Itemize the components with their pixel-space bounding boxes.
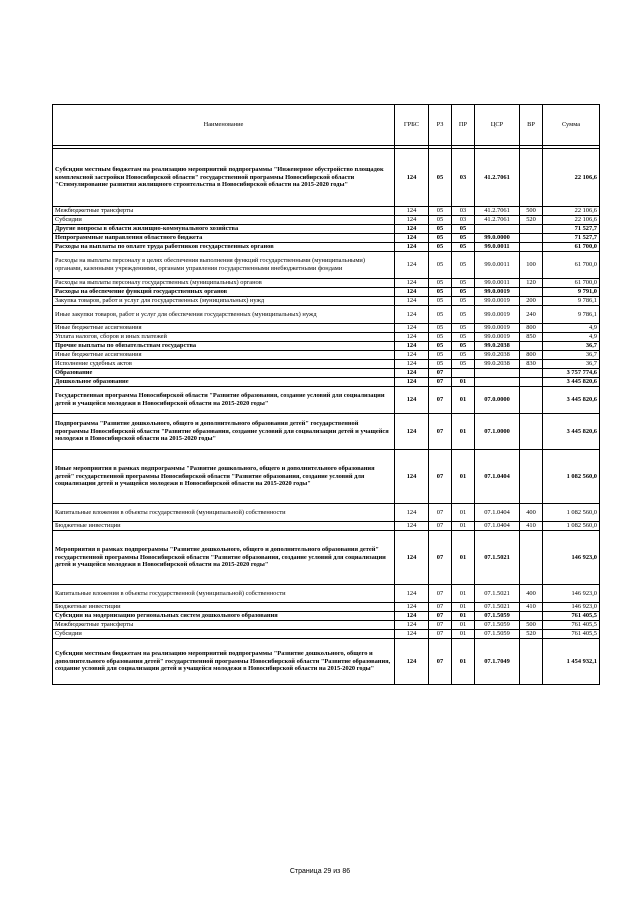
cell-vr: 410 [520,603,543,612]
cell-rz: 05 [429,288,452,297]
table-row [53,360,600,369]
cell-csr: 99.0.0019 [475,297,520,306]
cell-name: Иные бюджетные ассигнования [53,351,395,360]
cell-vr [520,612,543,621]
cell-rz: 05 [429,306,452,324]
cell-rz: 07 [429,531,452,585]
table-row [53,621,600,630]
cell-name: Иные мероприятия в рамках подпрограммы "Развитие дошкольного, общего и дополнительного образования детей" государственной программы Новосибирской области "Развитие образования, создание условий для социализации детей и учащейся молодежи в Новосибирской области на 2015-2020 годы" [53,450,395,504]
table-row [53,333,600,342]
cell-name: Межбюджетные трансферты [53,207,395,216]
cell-sum: 761 405,5 [543,612,600,621]
header-grbs: ГРБС [395,105,429,146]
header-csr: ЦСР [475,105,520,146]
table-row [53,450,600,504]
cell-grbs: 124 [395,630,429,639]
cell-name: Государственная программа Новосибирской области "Развитие образования, создание условий для социализации детей и учащейся молодежи в Новосибирской области на 2015-2020 годы" [53,387,395,414]
cell-grbs: 124 [395,414,429,450]
cell-grbs: 124 [395,351,429,360]
cell-csr: 99.0.0019 [475,324,520,333]
cell-csr: 07.1.5021 [475,585,520,603]
table-row [53,351,600,360]
cell-pr: 05 [452,297,475,306]
cell-rz: 05 [429,351,452,360]
cell-rz: 05 [429,225,452,234]
cell-csr: 99.0.0011 [475,279,520,288]
cell-sum: 71 527,7 [543,225,600,234]
cell-rz: 05 [429,279,452,288]
cell-sum: 36,7 [543,342,600,351]
cell-csr: 07.1.5059 [475,612,520,621]
cell-vr [520,288,543,297]
cell-name: Субсидии [53,216,395,225]
cell-vr [520,387,543,414]
table-row [53,504,600,522]
cell-pr: 01 [452,504,475,522]
header-name: Наименование [53,105,395,146]
cell-vr: 120 [520,279,543,288]
cell-name: Уплата налогов, сборов и иных платежей [53,333,395,342]
cell-grbs: 124 [395,522,429,531]
cell-name: Непрограммные направления областного бюджета [53,234,395,243]
cell-rz: 07 [429,414,452,450]
cell-pr: 01 [452,378,475,387]
table-row [53,279,600,288]
table-row [53,225,600,234]
cell-rz: 05 [429,333,452,342]
cell-csr: 99.0.2038 [475,351,520,360]
cell-sum: 146 923,0 [543,585,600,603]
cell-name: Расходы на выплаты персоналу в целях обеспечения выполнения функций государственными (муниципальными) органами, казенными учреждениями, органами управления государственными внебюджетными фондами [53,252,395,279]
cell-pr: 01 [452,639,475,685]
table-row [53,378,600,387]
cell-grbs: 124 [395,585,429,603]
cell-grbs: 124 [395,207,429,216]
cell-csr: 07.1.0000 [475,414,520,450]
cell-name: Иные бюджетные ассигнования [53,324,395,333]
cell-grbs: 124 [395,378,429,387]
cell-rz: 07 [429,504,452,522]
cell-sum: 146 923,0 [543,603,600,612]
cell-sum: 4,9 [543,333,600,342]
table-row [53,306,600,324]
cell-grbs: 124 [395,639,429,685]
cell-csr: 99.0.0011 [475,243,520,252]
cell-grbs: 124 [395,612,429,621]
cell-rz: 05 [429,360,452,369]
cell-grbs: 124 [395,342,429,351]
cell-pr: 03 [452,207,475,216]
cell-grbs: 124 [395,279,429,288]
cell-vr [520,414,543,450]
table-row [53,387,600,414]
cell-csr: 99.0.0000 [475,234,520,243]
cell-grbs: 124 [395,360,429,369]
cell-vr [520,342,543,351]
table-row [53,342,600,351]
cell-vr [520,639,543,685]
cell-csr: 41.2.7061 [475,207,520,216]
cell-pr [452,369,475,378]
header-pr: ПР [452,105,475,146]
table-row [53,288,600,297]
header-rz: РЗ [429,105,452,146]
cell-sum: 4,9 [543,324,600,333]
cell-pr: 01 [452,522,475,531]
cell-rz: 07 [429,522,452,531]
cell-sum: 1 082 560,0 [543,522,600,531]
table-row [53,324,600,333]
table-header-row [53,105,600,146]
cell-grbs: 124 [395,387,429,414]
cell-name: Прочие выплаты по обязательствам государства [53,342,395,351]
budget-table [52,104,600,685]
table-row [53,414,600,450]
cell-name: Подпрограмма "Развитие дошкольного, общего и дополнительного образования детей" государственной программы Новосибирской области "Развитие образования, создание условий для социализации детей и учащейся молодежи в Новосибирской области на 2015-2020 годы" [53,414,395,450]
cell-name: Образование [53,369,395,378]
cell-rz: 07 [429,630,452,639]
cell-rz: 05 [429,207,452,216]
cell-vr: 500 [520,207,543,216]
cell-sum: 1 454 932,1 [543,639,600,685]
cell-rz: 05 [429,252,452,279]
cell-name: Межбюджетные трансферты [53,621,395,630]
cell-vr: 830 [520,360,543,369]
cell-name: Расходы на обеспечение функций государственных органов [53,288,395,297]
cell-pr: 01 [452,621,475,630]
cell-grbs: 124 [395,216,429,225]
cell-vr: 400 [520,504,543,522]
cell-vr: 100 [520,252,543,279]
cell-csr: 07.1.0404 [475,522,520,531]
cell-name: Субсидии на модернизацию региональных систем дошкольного образования [53,612,395,621]
cell-rz: 07 [429,639,452,685]
cell-sum: 3 445 820,6 [543,414,600,450]
cell-csr: 07.1.5021 [475,603,520,612]
table-body [53,149,600,685]
cell-rz: 05 [429,297,452,306]
table-row [53,585,600,603]
table-row [53,234,600,243]
cell-csr: 07.1.5059 [475,630,520,639]
cell-sum: 3 445 820,6 [543,387,600,414]
table-row [53,252,600,279]
table-row [53,149,600,207]
table-row [53,243,600,252]
cell-sum: 22 106,6 [543,216,600,225]
cell-pr: 05 [452,288,475,297]
cell-sum: 9 791,0 [543,288,600,297]
cell-vr [520,450,543,504]
cell-pr: 01 [452,603,475,612]
cell-csr: 07.1.5021 [475,531,520,585]
cell-sum: 9 786,1 [543,306,600,324]
table-row [53,603,600,612]
cell-name: Иные закупки товаров, работ и услуг для обеспечения государственных (муниципальных) нужд [53,306,395,324]
cell-rz: 05 [429,234,452,243]
cell-csr: 07.0.0000 [475,387,520,414]
cell-vr [520,243,543,252]
cell-vr [520,378,543,387]
cell-grbs: 124 [395,324,429,333]
cell-sum: 61 700,0 [543,243,600,252]
cell-pr: 03 [452,216,475,225]
cell-vr [520,225,543,234]
cell-vr: 200 [520,297,543,306]
cell-grbs: 124 [395,504,429,522]
cell-grbs: 124 [395,621,429,630]
cell-sum: 3 757 774,6 [543,369,600,378]
cell-pr: 03 [452,149,475,207]
cell-rz: 07 [429,585,452,603]
cell-vr [520,369,543,378]
cell-sum: 61 700,0 [543,252,600,279]
cell-pr: 05 [452,333,475,342]
cell-csr: 99.0.2038 [475,360,520,369]
cell-grbs: 124 [395,225,429,234]
cell-pr: 01 [452,612,475,621]
cell-pr: 01 [452,585,475,603]
cell-pr: 05 [452,243,475,252]
cell-rz: 07 [429,387,452,414]
cell-vr [520,234,543,243]
cell-csr: 41.2.7061 [475,149,520,207]
cell-pr: 01 [452,414,475,450]
cell-rz: 05 [429,324,452,333]
table-row [53,531,600,585]
cell-vr: 410 [520,522,543,531]
cell-grbs: 124 [395,369,429,378]
cell-pr: 05 [452,342,475,351]
table-row [53,216,600,225]
cell-vr: 800 [520,324,543,333]
cell-grbs: 124 [395,603,429,612]
cell-vr: 800 [520,351,543,360]
cell-vr: 400 [520,585,543,603]
cell-rz: 07 [429,621,452,630]
cell-grbs: 124 [395,450,429,504]
cell-name: Капитальные вложения в объекты государственной (муниципальной) собственности [53,504,395,522]
cell-csr: 41.2.7061 [475,216,520,225]
cell-grbs: 124 [395,531,429,585]
cell-name: Расходы на выплаты персоналу государственных (муниципальных) органов [53,279,395,288]
cell-csr: 07.1.0404 [475,450,520,504]
cell-pr: 05 [452,306,475,324]
cell-sum: 9 786,1 [543,297,600,306]
cell-vr: 520 [520,216,543,225]
header-sum: Сумма [543,105,600,146]
cell-pr: 05 [452,351,475,360]
cell-vr: 520 [520,630,543,639]
page-number: Страница 29 из 86 [289,868,351,875]
table-row [53,630,600,639]
cell-sum: 22 106,6 [543,149,600,207]
cell-name: Субсидии местным бюджетам на реализацию мероприятий подпрограммы "Инженерное обустройство площадок комплексной застройки Новосибирской области" государственной программы Новосибирской области "Стимулирование развития жилищного строительства в Новосибирской области на 2015-2020 годы" [53,149,395,207]
cell-sum: 3 445 820,6 [543,378,600,387]
cell-name: Мероприятия в рамках подпрограммы "Развитие дошкольного, общего и дополнительного образования детей" государственной программы Новосибирской области "Развитие образования, создание условий для социализации детей и учащейся молодежи в Новосибирской области на 2015-2020 годы" [53,531,395,585]
cell-csr: 99.0.0019 [475,288,520,297]
table-row [53,207,600,216]
cell-pr: 05 [452,360,475,369]
cell-csr: 07.1.5059 [475,621,520,630]
cell-name: Закупка товаров, работ и услуг для государственных (муниципальных) нужд [53,297,395,306]
cell-name: Расходы на выплаты по оплате труда работников государственных органов [53,243,395,252]
cell-sum: 146 923,0 [543,531,600,585]
cell-name: Бюджетные инвестиции [53,522,395,531]
cell-rz: 07 [429,612,452,621]
cell-vr: 500 [520,621,543,630]
cell-csr [475,225,520,234]
cell-rz: 07 [429,603,452,612]
cell-sum: 36,7 [543,351,600,360]
cell-vr: 850 [520,333,543,342]
cell-csr [475,378,520,387]
cell-sum: 61 700,0 [543,279,600,288]
cell-rz: 07 [429,378,452,387]
cell-rz: 05 [429,342,452,351]
cell-rz: 07 [429,369,452,378]
cell-pr: 01 [452,387,475,414]
cell-name: Капитальные вложения в объекты государственной (муниципальной) собственности [53,585,395,603]
cell-name: Исполнение судебных актов [53,360,395,369]
cell-pr: 05 [452,279,475,288]
cell-grbs: 124 [395,288,429,297]
cell-name: Бюджетные инвестиции [53,603,395,612]
cell-rz: 07 [429,450,452,504]
cell-name: Другие вопросы в области жилищно-коммунального хозяйства [53,225,395,234]
cell-csr: 99.0.0019 [475,306,520,324]
cell-pr: 05 [452,252,475,279]
cell-pr: 01 [452,450,475,504]
cell-grbs: 124 [395,243,429,252]
header-vr: ВР [520,105,543,146]
cell-sum: 36,7 [543,360,600,369]
cell-name: Субсидии местным бюджетам на реализацию мероприятий подпрограммы "Развитие дошкольного, общего и дополнительного образования детей" государственной программы Новосибирской области "Развитие образования, создание условий для социализации детей и учащейся молодежи в Новосибирской области на 2015-2020 годы" [53,639,395,685]
cell-grbs: 124 [395,234,429,243]
cell-vr [520,149,543,207]
cell-pr: 05 [452,324,475,333]
table-row [53,522,600,531]
cell-sum: 22 106,6 [543,207,600,216]
table-row [53,297,600,306]
cell-sum: 1 082 560,0 [543,450,600,504]
cell-csr: 99.0.0019 [475,333,520,342]
cell-sum: 761 405,5 [543,621,600,630]
cell-csr: 99.0.2038 [475,342,520,351]
cell-grbs: 124 [395,333,429,342]
cell-sum: 1 082 560,0 [543,504,600,522]
cell-sum: 71 527,7 [543,234,600,243]
cell-rz: 05 [429,149,452,207]
cell-pr: 01 [452,531,475,585]
cell-rz: 05 [429,243,452,252]
cell-name: Субсидии [53,630,395,639]
table-row [53,612,600,621]
cell-grbs: 124 [395,306,429,324]
cell-csr: 99.0.0011 [475,252,520,279]
cell-sum: 761 405,5 [543,630,600,639]
cell-vr: 240 [520,306,543,324]
cell-name: Дошкольное образование [53,378,395,387]
cell-grbs: 124 [395,297,429,306]
table-row [53,639,600,685]
cell-grbs: 124 [395,149,429,207]
cell-vr [520,531,543,585]
cell-pr: 05 [452,234,475,243]
cell-rz: 05 [429,216,452,225]
cell-grbs: 124 [395,252,429,279]
cell-csr: 07.1.0404 [475,504,520,522]
cell-pr: 01 [452,630,475,639]
cell-csr: 07.1.7049 [475,639,520,685]
table-row [53,369,600,378]
cell-csr [475,369,520,378]
cell-pr: 05 [452,225,475,234]
